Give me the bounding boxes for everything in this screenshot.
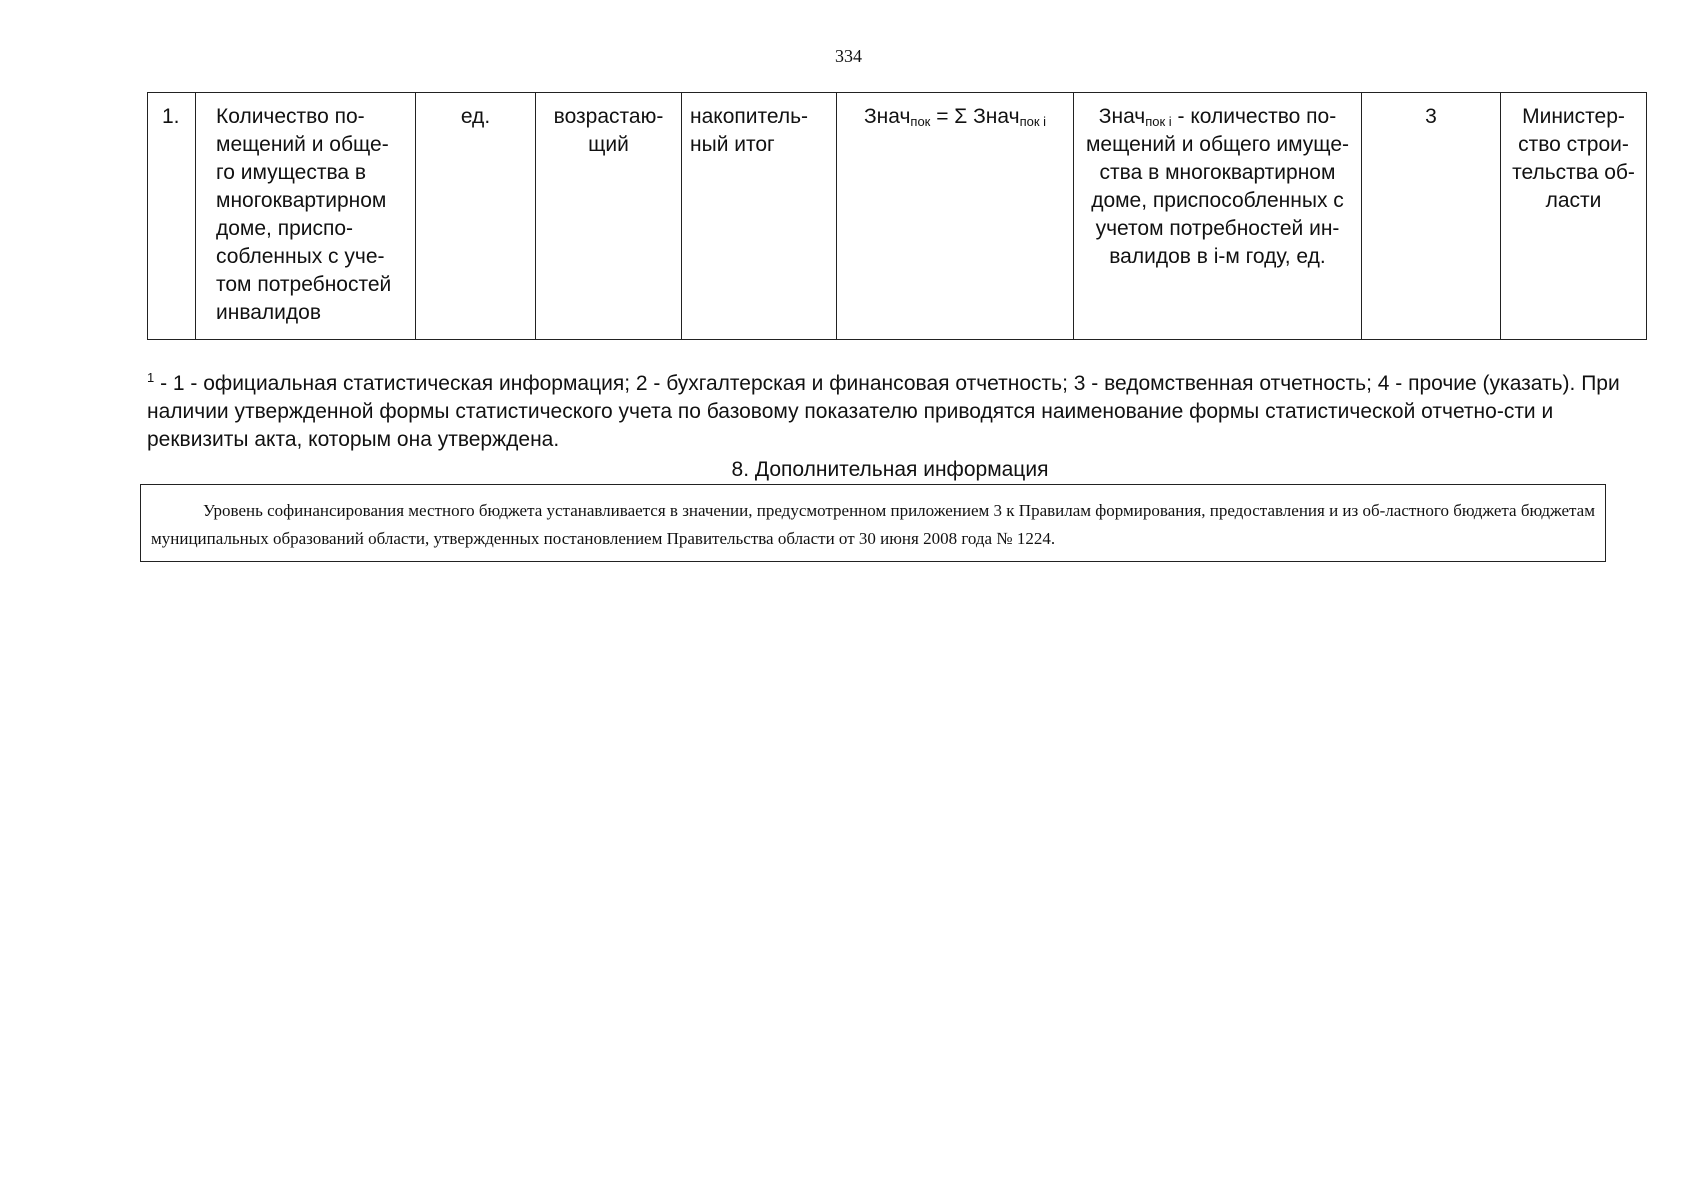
formula-lhs-subscript: пок [910,114,931,129]
table-row [148,93,1647,340]
description-text: - количество по-мещений и общего имуще-ства в многоквартирном доме, приспособленных с учетом потребностей ин-валидов в i-м году, ед. [1085,105,1350,268]
dynamics-cell: возрастаю-щий [536,93,682,340]
unit-cell: ед. [416,93,536,340]
additional-info-box [140,484,1606,562]
page-number: 334 [835,46,862,66]
additional-info-text: Уровень софинансирования местного бюджета устанавливается в значении, предусмотренном приложением 3 к Правилам формирования, предоставления и из об-ластного бюджета бюджетам муниципальных образований области, утвержденных постановлением Правительства области от 30 июня 2008 года № 1224. [151,501,1595,548]
formula-operator: = Σ Знач [930,105,1020,128]
method-cell: накопитель-ный итог [682,93,837,340]
row-number-cell: 1. [148,93,196,340]
indicator-name-cell: Количество по-мещений и обще-го имущества в многоквартирном доме, приспо-собленных с уче-том потребностей инвалидов [196,93,416,340]
formula-rhs-subscript: пок i [1019,114,1047,129]
description-term-subscript: пок i [1145,114,1172,129]
footnote-text: - 1 - официальная статистическая информация; 2 - бухгалтерская и финансовая отчетность; 3 - ведомственная отчетность; 4 - прочие (указать). При наличии утвержденной формы статистического учета по базовому показателю приводятся наименование формы статистической отчетно-сти и реквизиты акта, которым она утверждена. [147,372,1620,451]
source-cell: Министер-ство строи-тельства об-ласти [1501,93,1647,340]
indicator-table [147,92,1647,340]
formula-cell [837,93,1074,340]
description-cell [1074,93,1362,340]
footnote-marker: 1 [147,370,155,385]
formula-lhs: Знач [863,105,911,128]
value-cell: 3 [1362,93,1501,340]
description-term: Знач [1098,105,1146,128]
footnote [147,370,1647,454]
section-title: 8. Дополнительная информация [731,458,1049,481]
